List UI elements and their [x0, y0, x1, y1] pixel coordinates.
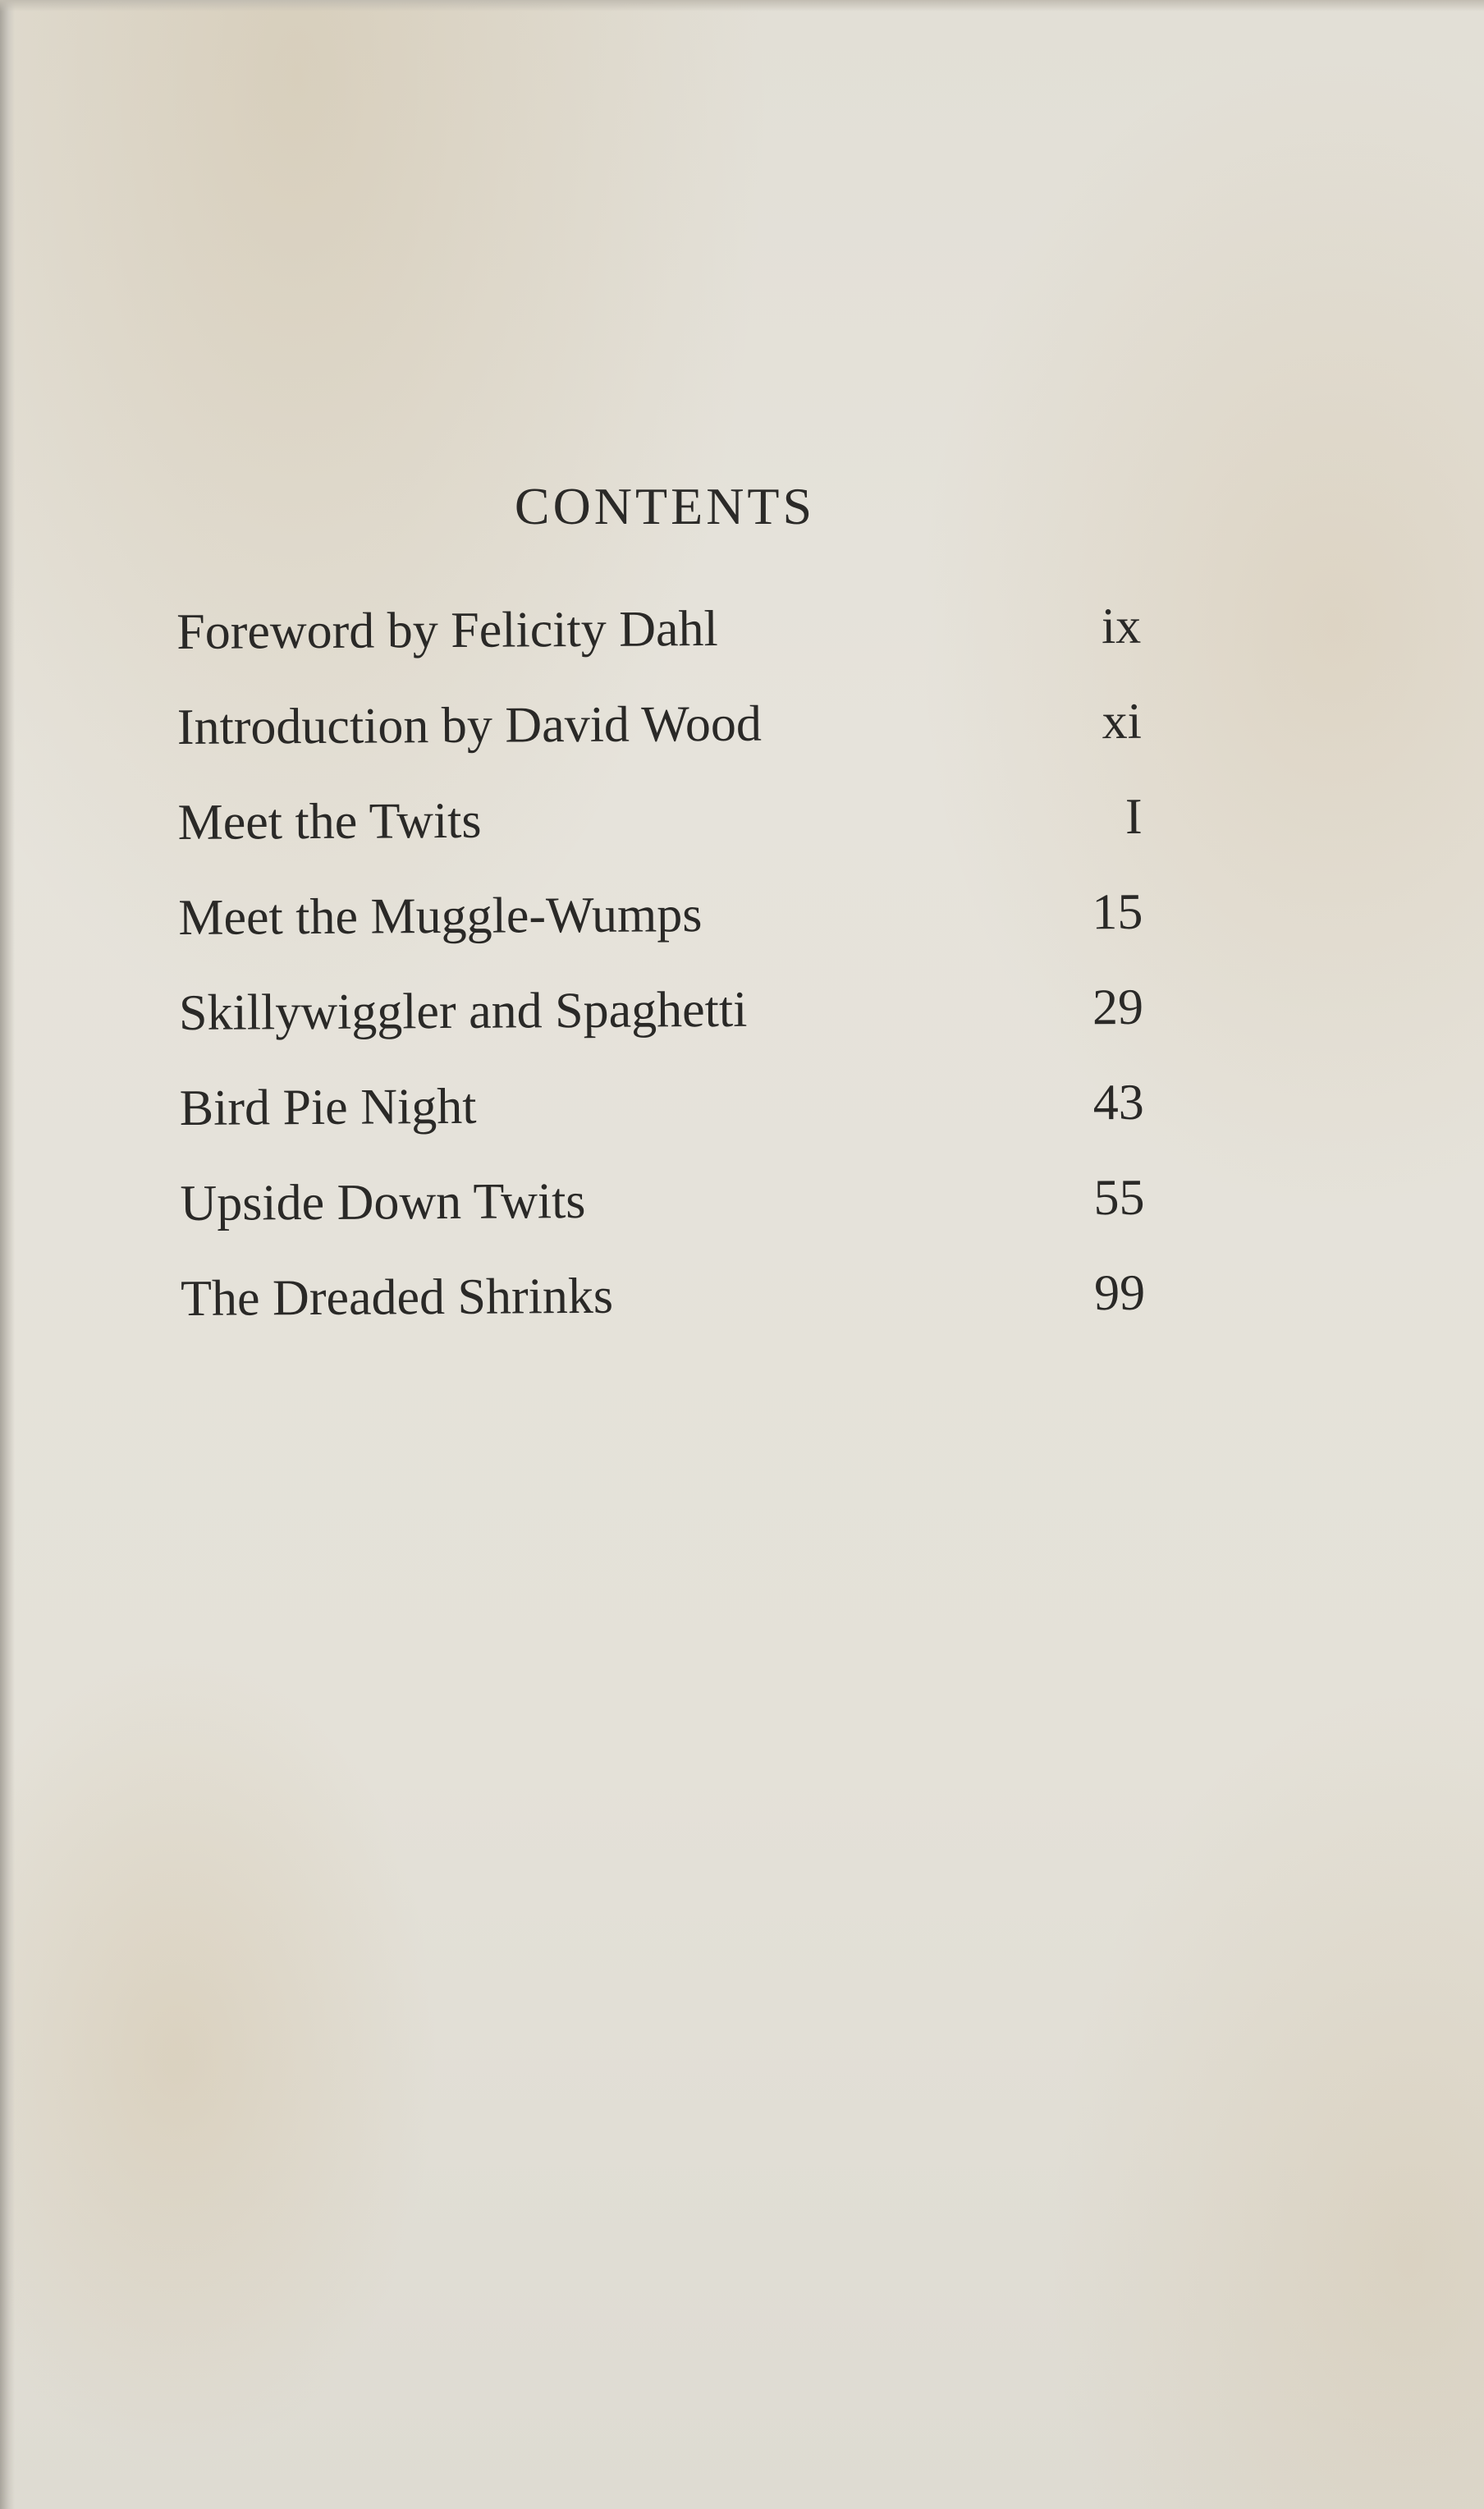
toc-entry-title: Foreword by Felicity Dahl [176, 600, 718, 660]
toc-entry-title: Bird Pie Night [179, 1078, 477, 1136]
toc-entry [179, 979, 1144, 1080]
toc-entry-page: 55 [1093, 1169, 1145, 1227]
toc-entry-page: I [1124, 788, 1143, 845]
toc-entry [176, 598, 1142, 699]
toc-entry-title: Upside Down Twits [180, 1172, 586, 1232]
contents-heading: CONTENTS [514, 477, 816, 535]
toc-entry-page: 29 [1092, 979, 1144, 1036]
toc-entry [180, 1074, 1145, 1175]
toc-entry-page: 15 [1092, 883, 1143, 941]
toc-entry-title: Introduction by David Wood [176, 695, 763, 755]
toc-entry [177, 693, 1143, 794]
page-top-edge [0, 0, 1484, 11]
table-of-contents [176, 598, 1146, 1365]
toc-entry [177, 788, 1143, 889]
toc-entry-title: Skillywiggler and Spaghetti [178, 981, 748, 1041]
toc-entry-title: Meet the Muggle-Wumps [178, 887, 703, 946]
toc-entry-page: ix [1101, 598, 1142, 655]
toc-entry-title: The Dreaded Shrinks [180, 1268, 614, 1327]
toc-entry [181, 1264, 1146, 1365]
toc-entry-page: 99 [1093, 1264, 1146, 1322]
toc-entry-title: Meet the Twits [177, 792, 482, 851]
page-spine-edge [0, 0, 15, 2509]
toc-entry [178, 883, 1143, 984]
toc-entry-page: 43 [1092, 1074, 1144, 1131]
toc-entry-page: xi [1102, 693, 1143, 750]
toc-entry [180, 1169, 1145, 1270]
